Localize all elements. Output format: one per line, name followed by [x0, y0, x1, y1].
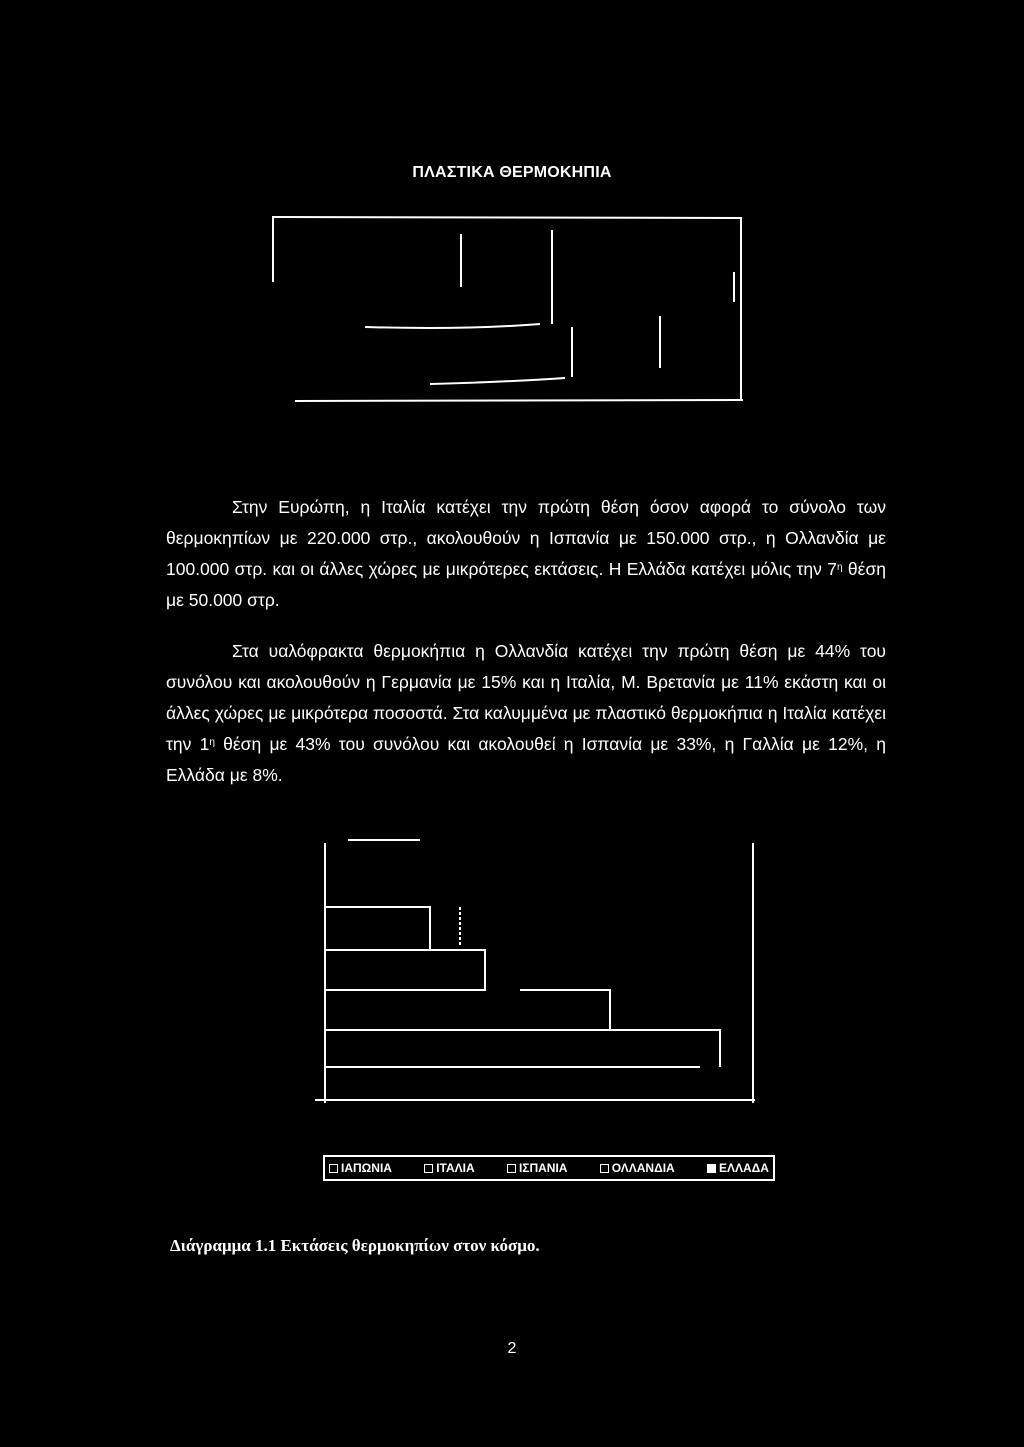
top-chart-figure	[265, 212, 755, 407]
legend-item-spain	[507, 1161, 568, 1175]
legend-swatch-greece	[707, 1164, 716, 1173]
legend-label-japan: ΙΑΠΩΝΙΑ	[341, 1161, 392, 1175]
bar-spain	[520, 990, 610, 1030]
legend-item-netherlands	[600, 1161, 675, 1175]
frame-top-line	[272, 217, 742, 218]
bar-outline-5	[430, 378, 565, 384]
paragraph-2	[166, 636, 886, 791]
legend-label-italy: ΙΤΑΛΙΑ	[436, 1161, 475, 1175]
bar-netherlands	[325, 1030, 720, 1067]
paragraph-1-sup: η	[837, 562, 843, 573]
legend-swatch-spain	[507, 1164, 516, 1173]
legend-item-greece	[707, 1161, 769, 1175]
paragraph-2-text: Στα υαλόφρακτα θερμοκήπια η Ολλανδία κατέχει την πρώτη θέση με 44% του συνόλου και ακολουθούν η Γερμανία με 15% και η Ιταλία, Μ. Βρετανία με 11% εκάστη και οι άλλες χώρες με μικρότερα ποσοστά. Στα καλυμμένα με πλαστικό θερμοκήπια η Ιταλία κατέχει την 1	[166, 641, 886, 754]
frame-bottom-line	[295, 400, 743, 401]
page-number: 2	[507, 1340, 517, 1357]
legend-label-greece: ΕΛΛΑΔΑ	[719, 1161, 769, 1175]
paragraph-1-text: Στην Ευρώπη, η Ιταλία κατέχει την πρώτη θέση όσον αφορά το σύνολο των θερμοκηπίων με 220.000 στρ., ακολουθούν η Ισπανία με 150.000 στρ., η Ολλανδία με 100.000 στρ. και οι άλλες χώρες με μικρότερες εκτάσεις. Η Ελλάδα κατέχει μόλις την 7	[166, 497, 886, 579]
legend-item-japan	[329, 1161, 392, 1175]
legend-label-spain: ΙΣΠΑΝΙΑ	[518, 1161, 568, 1175]
paragraph-2-sup: η	[209, 737, 215, 748]
legend-label-netherlands: ΟΛΛΑΝΔΙΑ	[611, 1161, 675, 1175]
page-title: ΠΛΑΣΤΙΚΑ ΘΕΡΜΟΚΗΠΙΑ	[412, 164, 612, 181]
figure-caption: Διάγραμμα 1.1 Εκτάσεις θερμοκηπίων στον κόσμο.	[170, 1236, 540, 1255]
legend-swatch-netherlands	[600, 1164, 609, 1173]
paragraph-1-text-end: θέση με 50.000 στρ.	[166, 559, 886, 610]
chart-legend	[323, 1155, 775, 1181]
bar-italy	[325, 950, 485, 990]
legend-item-italy	[424, 1161, 474, 1175]
world-chart-figure	[310, 835, 770, 1110]
bar-japan	[325, 907, 430, 950]
bar-outline-3	[365, 324, 540, 328]
paragraph-1	[166, 492, 886, 616]
legend-swatch-italy	[424, 1164, 433, 1173]
paragraph-2-text-end: θέση με 43% του συνόλου και ακολουθεί η Ισπανία με 33%, η Γαλλία με 12%, η Ελλάδα με 8%.	[166, 734, 886, 785]
legend-swatch-japan	[329, 1164, 338, 1173]
